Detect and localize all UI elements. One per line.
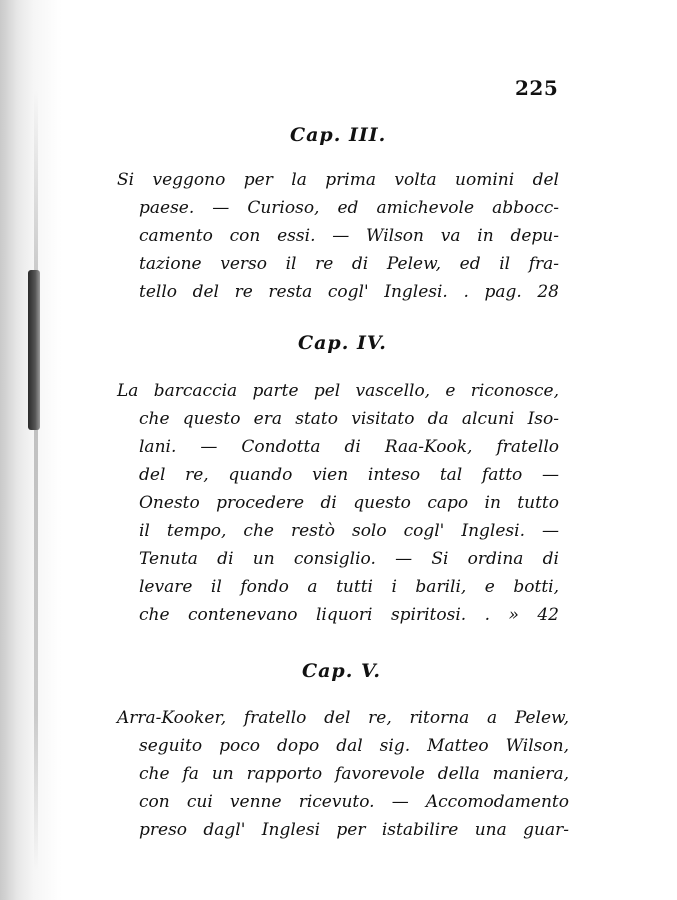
summary-line: lani. — Condotta di Raa-Kook, fratello <box>139 437 559 457</box>
gutter-streak-dark <box>28 270 40 430</box>
summary-line: La barcaccia parte pel vascello, e riconosce, <box>117 381 559 401</box>
summary-line: Arra-Kooker, fratello del re, ritorna a Pelew, <box>117 708 569 728</box>
summary-line: che questo era stato visitato da alcuni Iso- <box>139 409 559 429</box>
summary-line: che contenevano liquori spiritosi. . » 42 <box>139 605 559 625</box>
summary-line: con cui venne ricevuto. — Accomodamento <box>139 792 569 812</box>
chapter-summary-4 <box>117 377 559 629</box>
chapter-heading-4: Cap. IV. <box>298 332 387 354</box>
summary-line: che fa un rapporto favorevole della maniera, <box>139 764 569 784</box>
gutter-streak-faint <box>34 90 38 870</box>
chapter-summary-5 <box>117 704 569 844</box>
summary-line: preso dagl' Inglesi per istabilire una guar- <box>139 820 569 840</box>
summary-line: tazione verso il re di Pelew, ed il fra- <box>139 254 559 274</box>
summary-line: del re, quando vien inteso tal fatto — <box>139 465 559 485</box>
summary-line: seguito poco dopo dal sig. Matteo Wilson, <box>139 736 569 756</box>
chapter-summary-3 <box>117 166 559 306</box>
summary-line: levare il fondo a tutti i barili, e botti, <box>139 577 559 597</box>
page-gutter-shadow <box>0 0 62 900</box>
summary-line: Onesto procedere di questo capo in tutto <box>139 493 559 513</box>
page-number: 225 <box>515 76 559 100</box>
summary-line: Tenuta di un consiglio. — Si ordina di <box>139 549 559 569</box>
summary-line: tello del re resta cogl' Inglesi. . pag. 28 <box>139 282 559 302</box>
chapter-heading-5: Cap. V. <box>302 660 381 682</box>
summary-line: paese. — Curioso, ed amichevole abbocc- <box>139 198 559 218</box>
summary-line: camento con essi. — Wilson va in depu- <box>139 226 559 246</box>
summary-line: il tempo, che restò solo cogl' Inglesi. — <box>139 521 559 541</box>
summary-line: Si veggono per la prima volta uomini del <box>117 170 559 190</box>
chapter-heading-3: Cap. III. <box>290 124 387 146</box>
